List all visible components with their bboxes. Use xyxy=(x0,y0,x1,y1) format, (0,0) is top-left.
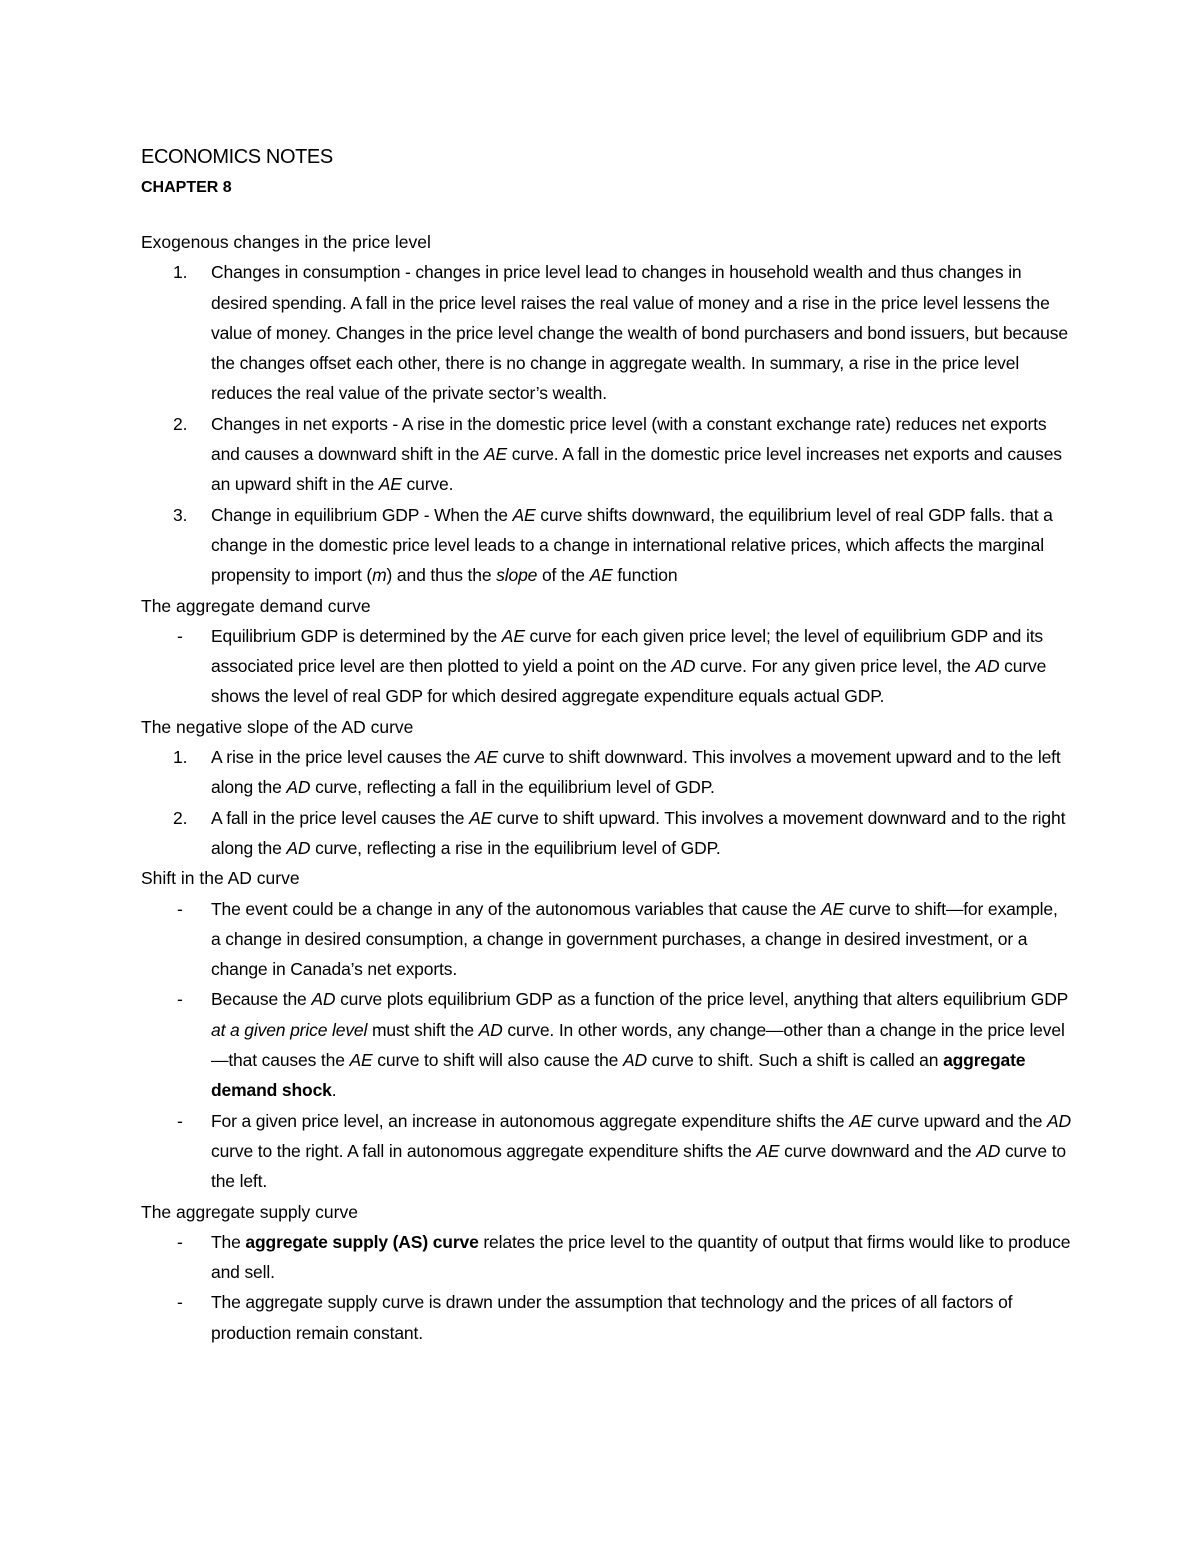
list-dash: - xyxy=(177,1292,183,1313)
item-text: curve, reflecting a fall in the equilibrium level of GDP. xyxy=(310,777,715,798)
item-text: of the xyxy=(537,565,590,586)
item-text: . xyxy=(331,1080,337,1101)
item-text: curve shifts downward, the equilibrium level of real GDP falls. that a change in the domestic price level leads to a change in international relative prices, which affects the marginal propensity to import ( xyxy=(211,504,1053,586)
item-text: The xyxy=(211,1231,246,1252)
item-text: A fall in the price level causes the xyxy=(211,807,470,828)
list-number: 1. xyxy=(173,262,188,283)
item-text: Because the xyxy=(211,989,312,1010)
item-text: curve to the right. A fall in autonomous aggregate expenditure shifts the xyxy=(211,1140,757,1161)
item-text: A rise in the price level causes the xyxy=(211,747,475,768)
item-text: curve for each given price level; the level of equilibrium GDP and its associated price level are then plotted to yield a point on the xyxy=(211,625,1044,677)
term-ad: AD xyxy=(1047,1110,1072,1131)
term-ae: AE xyxy=(378,474,402,495)
item-text: Changes in consumption - changes in price level lead to changes in household wealth and thus changes in desired spending. A fall in the price level raises the real value of money and a rise in the price level lessens the value of money. Changes in the price level change the wealth of bond purchasers and bond issuers, but because the changes offset each other, there is no change in aggregate wealth. In summary, a rise in the price level reduces the real value of the private sector’s wealth. xyxy=(211,262,1068,404)
section-heading-as-curve: The aggregate supply curve xyxy=(141,1201,358,1222)
section-heading-negative-slope: The negative slope of the AD curve xyxy=(141,716,414,737)
term-ae: AE xyxy=(501,625,525,646)
item-text: curve to shift downward. This involves a movement upward and to the left along the xyxy=(211,747,1061,798)
chapter-heading: CHAPTER 8 xyxy=(141,179,232,196)
term-ad: AD xyxy=(478,1019,503,1040)
term-ad: AD xyxy=(671,656,696,677)
list-item xyxy=(141,257,1071,408)
term-ae: AE xyxy=(483,444,508,465)
list-number: 3. xyxy=(173,504,188,525)
list-item xyxy=(141,409,1071,500)
item-text: curve. For any given price level, the xyxy=(695,656,976,677)
item-text: curve. xyxy=(401,474,454,495)
term-ad: AD xyxy=(622,1050,647,1071)
item-text: must shift the xyxy=(367,1019,479,1040)
item-text: The aggregate supply curve is drawn under the assumption that technology and the prices of all factors of production remain constant. xyxy=(211,1292,1013,1343)
term-ae: AE xyxy=(512,504,536,525)
term-ae: AE xyxy=(474,747,498,768)
item-text: curve to shift will also cause the xyxy=(372,1050,623,1071)
section-heading-shift-ad: Shift in the AD curve xyxy=(141,868,300,889)
term-ae: AE xyxy=(849,1110,873,1131)
term-ad: AD xyxy=(975,656,1000,677)
term-ae: AE xyxy=(756,1140,780,1161)
list-item xyxy=(141,621,1071,712)
term-aggregate-supply-curve: aggregate supply (AS) curve xyxy=(245,1231,479,1252)
list-item xyxy=(141,1106,1071,1197)
item-text: Change in equilibrium GDP - When the xyxy=(211,504,513,525)
list-number: 2. xyxy=(173,807,188,828)
list-item xyxy=(141,742,1071,803)
item-text: curve, reflecting a rise in the equilibrium level of GDP. xyxy=(310,837,721,858)
list-item xyxy=(141,1287,1071,1348)
shift-ad-list xyxy=(141,894,1071,1197)
list-dash: - xyxy=(177,989,183,1010)
item-text: curve. A fall in the domestic price level increases net exports and causes an upward shift in the xyxy=(211,444,1062,495)
ad-curve-list xyxy=(141,621,1071,712)
section-heading-ad-curve: The aggregate demand curve xyxy=(141,595,371,616)
list-item xyxy=(141,500,1071,591)
item-text: curve. In other words, any change—other than a change in the price level—that causes the xyxy=(211,1019,1065,1071)
list-dash: - xyxy=(177,898,183,919)
term-aggregate-demand-shock: aggregate demand shock xyxy=(211,1050,1026,1101)
list-item xyxy=(141,1227,1071,1288)
term-slope: slope xyxy=(496,565,538,586)
as-curve-list xyxy=(141,1227,1071,1348)
term-m: m xyxy=(372,565,387,586)
item-text: For a given price level, an increase in autonomous aggregate expenditure shifts the xyxy=(211,1110,850,1131)
document-content xyxy=(141,140,1071,1348)
list-item xyxy=(141,984,1071,1105)
term-ae: AE xyxy=(820,898,845,919)
term-ad: AD xyxy=(976,1140,1001,1161)
item-text: curve downward and the xyxy=(779,1140,977,1161)
item-text: curve upward and the xyxy=(872,1110,1047,1131)
item-text: Changes in net exports - A rise in the domestic price level (with a constant exchange rate) reduces net exports and causes a downward shift in the xyxy=(211,413,1047,465)
term-ad: AD xyxy=(286,837,311,858)
item-text: curve to shift upward. This involves a movement downward and to the right along the xyxy=(211,807,1066,858)
item-text: relates the price level to the quantity of output that firms would like to produce and sell. xyxy=(211,1231,1071,1283)
item-text: curve shows the level of real GDP for which desired aggregate expenditure equals actual GDP. xyxy=(211,656,1047,707)
list-dash: - xyxy=(177,625,183,646)
document-title: ECONOMICS NOTES xyxy=(141,146,333,168)
list-item xyxy=(141,894,1071,985)
list-number: 2. xyxy=(173,413,188,434)
item-text: ) and thus the xyxy=(386,565,497,586)
negative-slope-list xyxy=(141,742,1071,863)
item-text: Equilibrium GDP is determined by the xyxy=(211,625,502,646)
term-ad: AD xyxy=(286,777,311,798)
section-heading-exogenous: Exogenous changes in the price level xyxy=(141,232,431,252)
list-number: 1. xyxy=(173,747,188,768)
item-text: curve to shift—for example, a change in desired consumption, a change in government purchases, a change in desired investment, or a change in Canada’s net exports. xyxy=(211,898,1058,980)
term-ae: AE xyxy=(349,1050,373,1071)
list-item xyxy=(141,803,1071,864)
term-ae: AE xyxy=(589,565,613,586)
term-given-price-level: at a given price level xyxy=(211,1019,368,1040)
item-text: function xyxy=(612,565,678,586)
exogenous-list xyxy=(141,257,1071,590)
term-ad: AD xyxy=(311,989,336,1010)
list-dash: - xyxy=(177,1110,183,1131)
item-text: curve to the left. xyxy=(211,1140,1066,1192)
item-text: curve plots equilibrium GDP as a function of the price level, anything that alters equilibrium GDP xyxy=(335,989,1068,1010)
list-dash: - xyxy=(177,1231,183,1252)
term-ae: AE xyxy=(469,807,493,828)
item-text: The event could be a change in any of the autonomous variables that cause the xyxy=(211,898,821,919)
item-text: curve to shift. Such a shift is called an xyxy=(647,1050,944,1071)
